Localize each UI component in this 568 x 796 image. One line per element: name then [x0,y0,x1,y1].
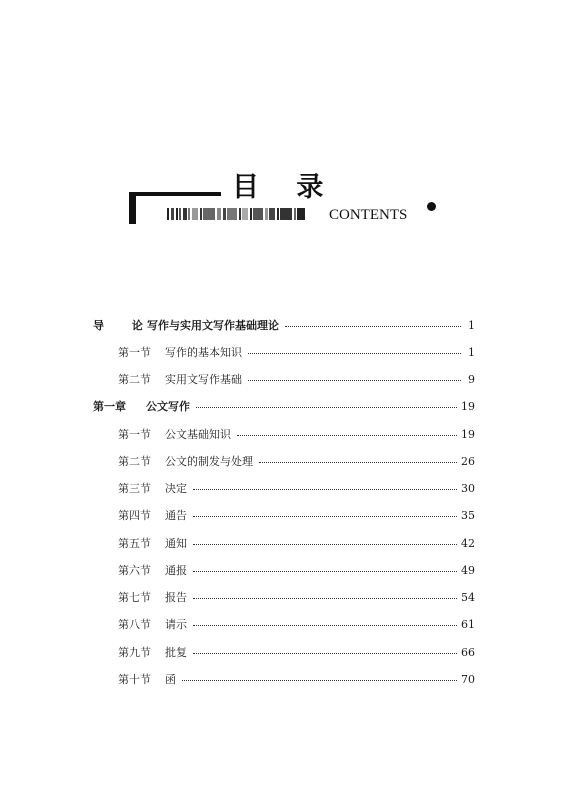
toc-leader-dots [191,535,461,553]
toc-leader-dots [191,507,461,525]
toc-leader-dots [246,344,465,362]
toc-entry-title: 通知 [165,537,187,550]
toc-entry[interactable] [118,535,475,553]
toc-entry[interactable] [118,616,475,634]
toc-entry-page: 42 [461,537,475,550]
toc-entry-page: 49 [461,564,475,577]
toc-entry[interactable] [118,371,475,389]
toc-entry-number: 第一章 [93,400,126,413]
toc-entry-page: 19 [461,428,475,441]
toc-entry-number: 第五节 [118,537,151,550]
toc-leader-dots [191,562,461,580]
toc-leader-dots [235,426,461,444]
toc-leader-dots [191,589,461,607]
toc-entry[interactable] [118,480,475,498]
toc-leader-dots [191,616,461,634]
toc-entry-title: 公文的制发与处理 [165,455,253,468]
toc-leader-dots [180,671,461,689]
toc-entry[interactable] [118,453,475,471]
toc-entry[interactable] [93,317,475,335]
toc-entry[interactable] [118,426,475,444]
toc-entry[interactable] [118,671,475,689]
toc-leader-dots [191,644,461,662]
toc-entry[interactable] [118,589,475,607]
page-title: 目 录 [232,172,338,203]
toc-entry-page: 30 [461,482,475,495]
toc-leader-dots [246,371,465,389]
toc-entry-title: 报告 [165,591,187,604]
toc-entry-number: 导 论 [93,319,155,332]
toc-entry-title: 函 [165,673,176,686]
toc-entry-page: 54 [461,591,475,604]
toc-entry-number: 第八节 [118,618,151,631]
toc-leader-dots [257,453,461,471]
toc-entry-page: 1 [468,346,475,359]
toc-entry-number: 第四节 [118,509,151,522]
toc-entry-title: 请示 [165,618,187,631]
toc-entry-title: 通告 [165,509,187,522]
toc-entry-page: 19 [461,400,475,413]
toc-leader-dots [194,398,461,416]
toc-entry-page: 35 [461,509,475,522]
toc-entry-page: 66 [461,646,475,659]
toc-entry-page: 1 [468,319,475,332]
toc-entry-number: 第二节 [118,455,151,468]
toc-entry[interactable] [118,344,475,362]
page-subtitle: CONTENTS [329,207,408,223]
toc-entry-title: 公文基础知识 [165,428,231,441]
toc-entry-page: 70 [461,673,475,686]
toc-entry-page: 26 [461,455,475,468]
toc-entry-number: 第九节 [118,646,151,659]
toc-entry-number: 第十节 [118,673,151,686]
toc-entry-page: 9 [468,373,475,386]
toc-entry-number: 第一节 [118,346,151,359]
toc-entry-title: 实用文写作基础 [165,373,242,386]
toc-entry[interactable] [118,562,475,580]
toc-entry-page: 61 [461,618,475,631]
toc-entry-number: 第三节 [118,482,151,495]
toc-leader-dots [283,317,465,335]
toc-entry-title: 决定 [165,482,187,495]
toc-leader-dots [191,480,461,498]
toc-entry-title: 批复 [165,646,187,659]
toc-entry[interactable] [118,507,475,525]
toc-entry-number: 第七节 [118,591,151,604]
toc-entry-title: 写作与实用文写作基础理论 [147,319,279,332]
toc-entry[interactable] [93,398,475,416]
toc-entry-number: 第六节 [118,564,151,577]
toc-entry-title: 公文写作 [146,400,190,413]
toc-entry-title: 写作的基本知识 [165,346,242,359]
toc-entry-number: 第二节 [118,373,151,386]
toc-entry-title: 通报 [165,564,187,577]
toc-entry[interactable] [118,644,475,662]
toc-entry-number: 第一节 [118,428,151,441]
